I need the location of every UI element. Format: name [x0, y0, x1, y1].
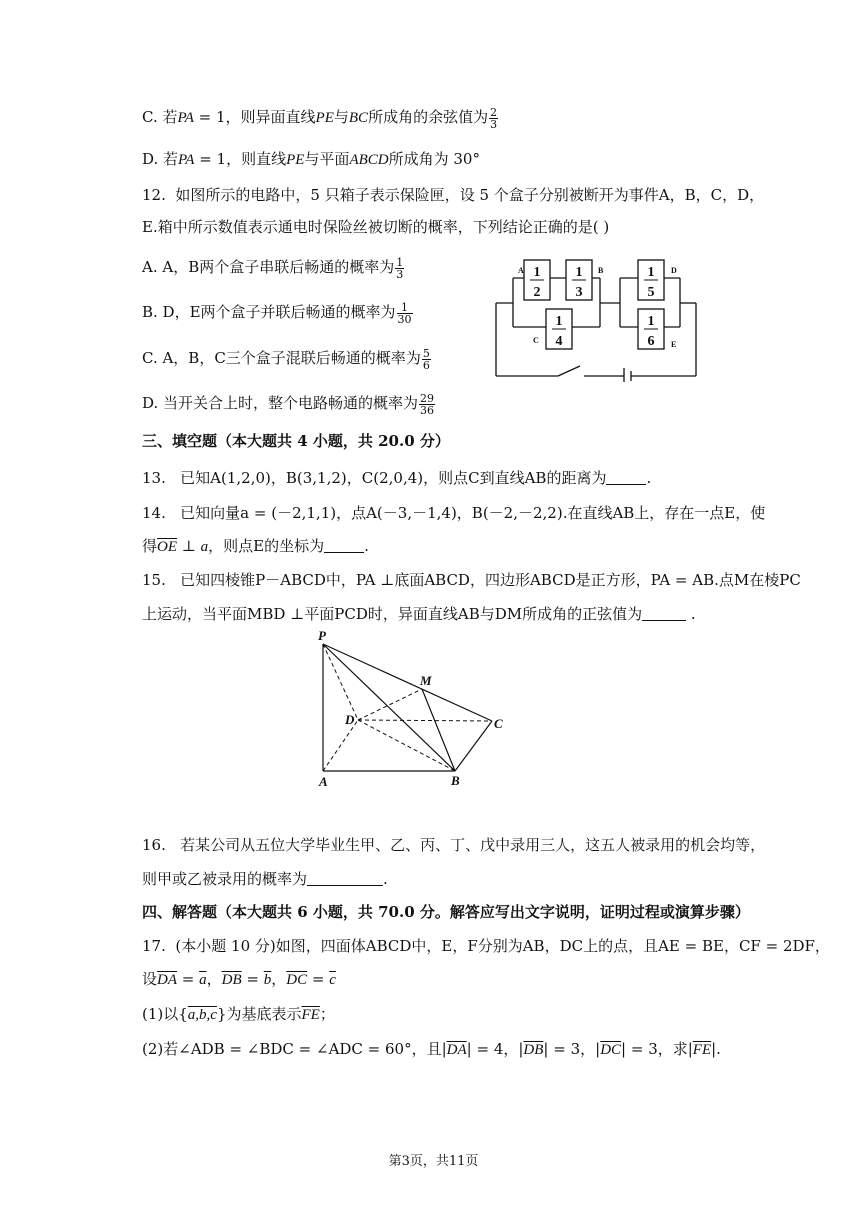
text: 则甲或乙被录用的概率为: [142, 870, 308, 888]
box-c-den: 4: [555, 334, 563, 349]
text: ，: [206, 970, 222, 988]
section-heading: 四、解答题（本大题共 6 小题，共 70.0 分。解答应写出文字说明，证明过程或演算步骤）: [142, 903, 750, 921]
vertex-p: P: [318, 628, 326, 643]
box-e-num: 1: [647, 314, 655, 329]
vertex-b: B: [451, 773, 460, 788]
text: C. 若: [142, 108, 178, 126]
text: | = 3，求|: [621, 1040, 693, 1058]
answer-blank[interactable]: [324, 538, 364, 553]
fraction: $\frac{29}{36}$: [420, 391, 435, 417]
vertex-c: C: [494, 716, 503, 731]
text: ，: [271, 970, 287, 988]
fraction: $\frac{1}{30}$: [397, 300, 412, 326]
text: D. 若: [142, 150, 179, 168]
text: (2)若∠ADB = ∠BDC = ∠ADC = 60°，且|: [142, 1040, 447, 1058]
math: PA: [177, 110, 194, 126]
text: .: [383, 870, 388, 888]
text: .: [364, 537, 369, 555]
box-b-num: 1: [575, 265, 583, 280]
math: PE: [286, 152, 305, 168]
page-footer: 第3页，共11页: [388, 1154, 479, 1169]
question-number: 12.: [142, 186, 166, 204]
vector: $\overline{OE}$: [157, 539, 178, 555]
vector: $\overline{DA}$: [157, 972, 178, 988]
label-e: E: [671, 340, 677, 349]
box-e-den: 6: [647, 334, 655, 349]
q12-stem-line2: [142, 216, 609, 238]
text: ，则点E的坐标为: [208, 537, 325, 555]
text: .: [690, 605, 696, 623]
label-b: B: [598, 266, 604, 275]
box-b-den: 3: [575, 285, 583, 300]
q17-line2: [142, 968, 336, 991]
q11-option-d: [142, 148, 480, 171]
q14-line2: [142, 535, 369, 558]
math: PE: [315, 110, 334, 126]
q15-line1: [142, 569, 801, 591]
text: C. A，B，C三个盒子混联后畅通的概率为: [142, 349, 421, 367]
question-number: 13.: [142, 469, 166, 487]
question-number: 15.: [142, 571, 166, 589]
text: 得: [142, 537, 158, 555]
text: | = 4，|: [466, 1040, 524, 1058]
q12-option-c: [142, 347, 432, 371]
box-d-den: 5: [647, 285, 655, 300]
q12-option-d: [142, 392, 436, 416]
answer-blank[interactable]: [642, 606, 686, 621]
text: 已知四棱锥P－ABCD中，PA ⊥底面ABCD，四边形ABCD是正方形，PA = AB.点M在棱PC: [180, 571, 801, 589]
q11-option-c: [142, 106, 499, 130]
text: | = 3，|: [543, 1040, 601, 1058]
text: 已知向量a = (－2,1,1)，点A(－3,－1,4)，B(－2,－2,2).在直线AB上，存在一点E，使: [180, 504, 766, 522]
q13: [142, 467, 651, 489]
text: = 1，则异面直线: [193, 108, 316, 126]
vector: $\overline{DC}$: [286, 972, 308, 988]
q12-stem-line1: [142, 184, 764, 206]
vector: $\overline{DB}$: [221, 972, 242, 988]
answer-blank[interactable]: [606, 470, 646, 485]
box-a-num: 1: [533, 265, 541, 280]
box-a-den: 2: [533, 285, 541, 300]
question-number: 16.: [142, 836, 166, 854]
q17-part2: [142, 1038, 721, 1061]
text: D. 当开关合上时，整个电路畅通的概率为: [142, 394, 419, 412]
text: 所成角为 30°: [388, 150, 480, 168]
vector: $\overline{b}$: [263, 972, 272, 988]
q14-line1: [142, 502, 765, 524]
text: 上运动，当平面MBD ⊥平面PCD时，异面直线AB与DM所成角的正弦值为: [142, 605, 643, 623]
text: 已知A(1,2,0)，B(3,1,2)，C(2,0,4)，则点C到直线AB的距离为: [180, 469, 607, 487]
text: 若某公司从五位大学毕业生甲、乙、丙、丁、戊中录用三人，这五人被录用的机会均等，: [180, 836, 766, 854]
text: A. A，B两个盒子串联后畅通的概率为: [142, 258, 395, 276]
math: ABCD: [349, 152, 389, 168]
vector: $\overline{DC}$: [600, 1042, 622, 1058]
vector: $\overline{DA}$: [446, 1042, 467, 1058]
label-d: D: [671, 266, 677, 275]
q16-line2: [142, 868, 388, 890]
vector: $\overline{a}$: [199, 972, 207, 988]
q16-line1: [142, 834, 765, 856]
fraction: $\frac{2}{3}$: [490, 105, 498, 131]
vertex-m: M: [420, 673, 432, 688]
text: .: [646, 469, 652, 487]
text: B. D，E两个盒子并联后畅通的概率为: [142, 303, 396, 321]
text: 所成角的余弦值为: [368, 108, 489, 126]
text: =: [177, 970, 200, 988]
q12-option-a: [142, 256, 405, 280]
text: E.箱中所示数值表示通电时保险丝被切断的概率，下列结论正确的是( ): [142, 218, 610, 236]
text: ；: [319, 1005, 335, 1023]
text: }为基底表示: [216, 1005, 302, 1023]
fraction: $\frac{5}{6}$: [422, 346, 430, 372]
fraction: $\frac{1}{3}$: [396, 255, 404, 281]
math: PA: [178, 152, 195, 168]
question-number: 14.: [142, 504, 166, 522]
vector: $\overline{DB}$: [523, 1042, 544, 1058]
text: (本小题 10 分)如图，四面体ABCD中，E，F分别为AB，DC上的点，且AE = BE，CF = 2DF，: [175, 937, 830, 955]
text: = 1，则直线: [194, 150, 287, 168]
label-c: C: [533, 336, 539, 345]
circuit-diagram: [488, 252, 703, 382]
answer-blank[interactable]: [307, 871, 383, 886]
pyramid-figure: [310, 628, 515, 793]
vector: $\overline{FE}$: [692, 1042, 712, 1058]
q17-part1: [142, 1003, 335, 1026]
vertex-d: D: [345, 712, 355, 727]
section-heading: 三、填空题（本大题共 4 小题，共 20.0 分）: [142, 432, 450, 450]
box-d-num: 1: [647, 265, 655, 280]
vector: $\overline{c}$: [329, 972, 336, 988]
text: 如图所示的电路中，5 只箱子表示保险匣，设 5 个盒子分别被断开为事件A，B，C，D，: [175, 186, 765, 204]
text: =: [241, 970, 264, 988]
vector: a,b,c: [187, 1007, 217, 1023]
q12-option-b: [142, 301, 414, 325]
text: |.: [711, 1040, 721, 1058]
text: 与: [333, 108, 349, 126]
text: (1)以{: [142, 1005, 188, 1023]
q17-line1: [142, 935, 830, 957]
text: 设: [142, 970, 158, 988]
box-c-num: 1: [555, 314, 563, 329]
math: BC: [348, 110, 369, 126]
text: 与平面: [304, 150, 350, 168]
vertex-a: A: [319, 774, 328, 789]
vector: a: [200, 539, 209, 555]
label-a: A: [518, 266, 524, 275]
q15-line2: [142, 603, 696, 625]
vector: $\overline{FE}$: [301, 1007, 320, 1023]
text: ⊥: [177, 537, 201, 555]
text: =: [307, 970, 330, 988]
question-number: 17.: [142, 937, 166, 955]
